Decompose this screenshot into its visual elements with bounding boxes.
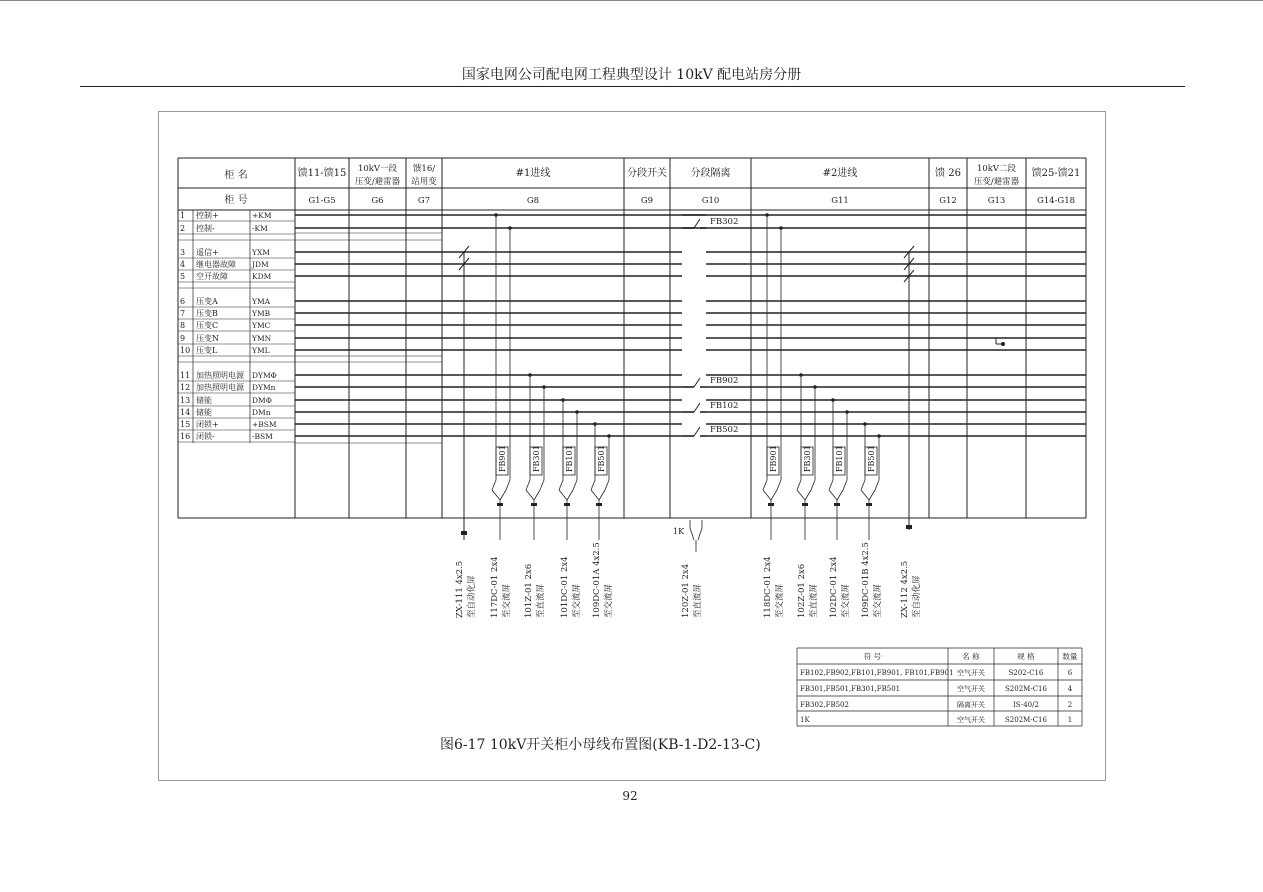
cabinet-name: 站用变 [411,177,437,187]
disconnect-blade [694,427,700,436]
cabinet-id: G9 [640,196,654,206]
bus-name: 压变B [196,309,218,318]
legend-symbol: 1K [800,716,810,724]
legend-spec: IS-40/2 [1013,701,1039,709]
legend-name: 空气开关 [957,685,985,693]
bus-code: +KM [252,211,272,220]
cabinet-name: 10kV二段 [976,164,1017,174]
tap-dot [1001,342,1005,346]
legend-symbol: FB301,FB501,FB301,FB501 [800,685,901,693]
bus-name: 压变A [196,297,218,306]
breaker-wire [526,490,534,500]
cable-destination: 至直流屏 [693,583,703,618]
cabinet-name: 分段隔离 [690,168,731,179]
bus-no: 4 [180,260,186,269]
bus-no: 5 [180,272,186,281]
cable-destination: 至直流屏 [809,583,819,618]
cable-spec: 109DC-01B 4x2.5 [861,542,871,618]
breaker-label: FB301 [803,445,812,472]
breaker-wire [599,490,605,500]
cable-spec: 118DC-01 2x4 [763,556,773,618]
cabinet-name: #1进线 [515,168,551,179]
cabinet-name: 馈11-馈15 [297,168,347,179]
bus-code: DMΦ [252,396,272,405]
bus-no: 10 [180,346,191,355]
bus-code: DMn [252,408,271,417]
cabinet-id: G10 [701,196,720,206]
bus-code: -KM [252,224,268,233]
bus-no: 12 [180,383,191,392]
legend-name: 空气开关 [957,669,985,677]
bus-name: 继电器故障 [196,260,236,269]
breaker-blade [875,480,879,490]
breaker-wire [797,490,805,500]
switch-1k-blade [690,528,694,540]
breaker-wire [534,490,540,500]
legend-table [797,648,1082,726]
bus-name: 控制+ [196,211,219,220]
cabinet-name: 分段开关 [627,168,667,179]
bus-name: 闭锁+ [196,420,219,429]
drop-terminal [906,525,912,529]
cabinet-name: 馈16/ [412,164,436,174]
breaker-wire [829,490,837,500]
bus-code: YXM [252,248,270,257]
cable-destination: 至交流屏 [572,583,582,618]
legend-header: 名 称 [962,652,980,661]
breaker-blade [605,480,609,490]
breaker-blade [763,480,767,490]
bus-code: DYMΦ [252,371,277,380]
breaker-blade [843,480,847,490]
g10-label: FB502 [710,425,739,435]
cabinet-id: G12 [939,196,957,206]
legend-qty: 6 [1067,669,1073,677]
cable-spec: ZX-112 4x2.5 [900,560,910,618]
disconnect-blade [694,378,700,387]
cabinet-id: G13 [987,196,1006,206]
bus-code: -BSM [252,432,273,441]
bus-no: 8 [180,321,186,330]
legend-header: 符 号 [863,652,882,661]
cable-spec: ZX-111 4x2.5 [455,560,465,618]
breaker-blade [591,480,595,490]
switch-1k-label: 1K [673,527,685,536]
bus-no: 3 [180,248,186,257]
breaker-blade [811,480,815,490]
cable-spec: 102Z-01 2x6 [797,563,807,618]
bus-code: YMB [252,309,271,318]
legend-name: 隔离开关 [957,701,985,709]
breaker-label: FB501 [867,445,876,472]
cable-spec: 101DC-01 2x4 [560,556,570,618]
bus-code: YMC [252,321,271,330]
cabinet-id: G1-G5 [308,196,336,206]
breaker-wire [869,490,875,500]
legend-header: 数量 [1062,652,1078,661]
bus-code: YMA [252,297,271,306]
breaker-wire [567,490,573,500]
breaker-wire [837,490,843,500]
breaker-label: FB101 [835,445,844,472]
cable-destination: 至自动化屏 [912,575,922,618]
breaker-wire [559,490,567,500]
page-header: 国家电网公司配电网工程典型设计 10kV 配电站房分册 [461,67,802,83]
switch-1k-blade [698,528,702,540]
cabinet-ids [224,193,1075,206]
bus-name: 空开故障 [196,272,228,281]
breaker-label: FB101 [565,445,574,472]
cable-spec: 120Z-01 2x4 [681,563,691,618]
breaker-wire [763,490,771,500]
cabinet-number-label: 柜 号 [224,195,248,206]
breaker-label: FB501 [597,445,606,472]
breaker-blade [526,480,530,490]
bus-name: 遥信+ [196,248,219,257]
breaker-wire [591,490,599,500]
bus-name: 储能 [196,396,212,405]
breaker-wire [805,490,811,500]
legend-symbol: FB302,FB502 [800,701,849,709]
bus-name: 控制- [196,224,215,233]
breaker-blade [861,480,865,490]
breaker-label: FB901 [769,445,778,472]
breaker-blade [777,480,781,490]
cable-destination: 至交流屏 [604,583,614,618]
bus-labels [180,210,277,441]
bus-no: 14 [180,408,191,417]
legend-symbol: FB102,FB902,FB101,FB901, FB101,FB901 [800,669,954,677]
cabinet-id: G7 [417,196,431,206]
breaker-wire [500,490,506,500]
legend-name: 空气开关 [957,716,985,724]
bus-no: 1 [180,211,186,220]
breaker-blade [797,480,801,490]
cabinet-name: 馈25-馈21 [1031,168,1081,179]
cable-destination: 至直流屏 [536,583,546,618]
cable-destination: 至交流屏 [873,583,883,618]
legend-qty: 1 [1067,716,1073,724]
bus-no: 9 [180,334,186,343]
bus-no: 16 [180,432,191,441]
breaker-wire [861,490,869,500]
bus-name: 加热照明电源 [196,371,244,380]
breaker-label: FB901 [498,445,507,472]
legend-header: 规 格 [1017,652,1035,661]
cable-spec: 109DC-01A 4x2.5 [592,542,602,618]
cable-destination: 至自动化屏 [467,575,477,618]
cable-destination: 至交流屏 [841,583,851,618]
breaker-blade [573,480,577,490]
cable-labels [455,542,922,618]
cable-destination: 至交流屏 [775,583,785,618]
bus-no: 11 [180,371,191,380]
bus-name: 储能 [196,408,212,417]
legend-spec: S202M-C16 [1005,685,1047,693]
legend-qty: 2 [1067,701,1073,709]
bus-name: 闭锁- [196,432,215,441]
cable-spec: 117DC-01 2x4 [490,556,500,618]
g10-label: FB902 [710,376,739,386]
breaker-label: FB301 [532,445,541,472]
bus-no: 15 [180,420,191,429]
breaker-blade [492,480,496,490]
cable-destination: 至交流屏 [502,583,512,618]
cable-spec: 102DC-01 2x4 [829,556,839,618]
breaker-blade [540,480,544,490]
cable-spec: 101Z-01 2x6 [524,563,534,618]
bus-no: 7 [180,309,186,318]
cabinet-name-label: 柜 名 [224,170,248,181]
legend-qty: 4 [1067,685,1073,693]
bus-no: 6 [180,297,186,306]
cabinet-id: G11 [831,196,849,206]
cabinet-name: 馈 26 [935,168,961,179]
bus-name: 加热照明电源 [196,383,244,392]
breaker-blade [829,480,833,490]
cabinet-names [224,163,1080,187]
bus-code: YMN [252,334,272,343]
breaker-blade [559,480,563,490]
bus-code: +BSM [252,420,277,429]
legend-spec: S202-C16 [1008,669,1044,677]
bus-name: 压变L [196,346,218,355]
bus-no: 13 [180,396,191,405]
cabinet-id: G6 [371,196,384,206]
cabinet-id: G14-G18 [1036,196,1076,206]
page-number: 92 [622,789,638,803]
bus-code: KDM [252,272,272,281]
breaker-wire [492,490,500,500]
cabinet-name: 压变/避雷器 [973,177,1020,187]
bus-code: JDM [252,260,269,269]
bus-no: 2 [180,224,186,233]
bus-name: 压变C [196,321,219,330]
breaker-wire [771,490,777,500]
drop-terminal [461,531,467,535]
bus-name: 压变N [196,334,219,343]
g10-label: FB102 [710,401,739,411]
figure-caption: 图6-17 10kV开关柜小母线布置图(KB-1-D2-13-C) [440,737,761,753]
cabinet-name: #2进线 [822,168,858,179]
g10-label: FB302 [710,217,739,227]
disconnect-blade [694,403,700,412]
cabinet-id: G8 [526,196,540,206]
breaker-blade [506,480,510,490]
legend-spec: S202M-C16 [1005,716,1047,724]
cabinet-name: 10kV一段 [357,164,398,174]
bus-code: YML [252,346,270,355]
disconnect-blade [694,219,700,228]
cabinet-name: 压变/避雷器 [354,177,401,187]
bus-code: DYMn [252,383,276,392]
